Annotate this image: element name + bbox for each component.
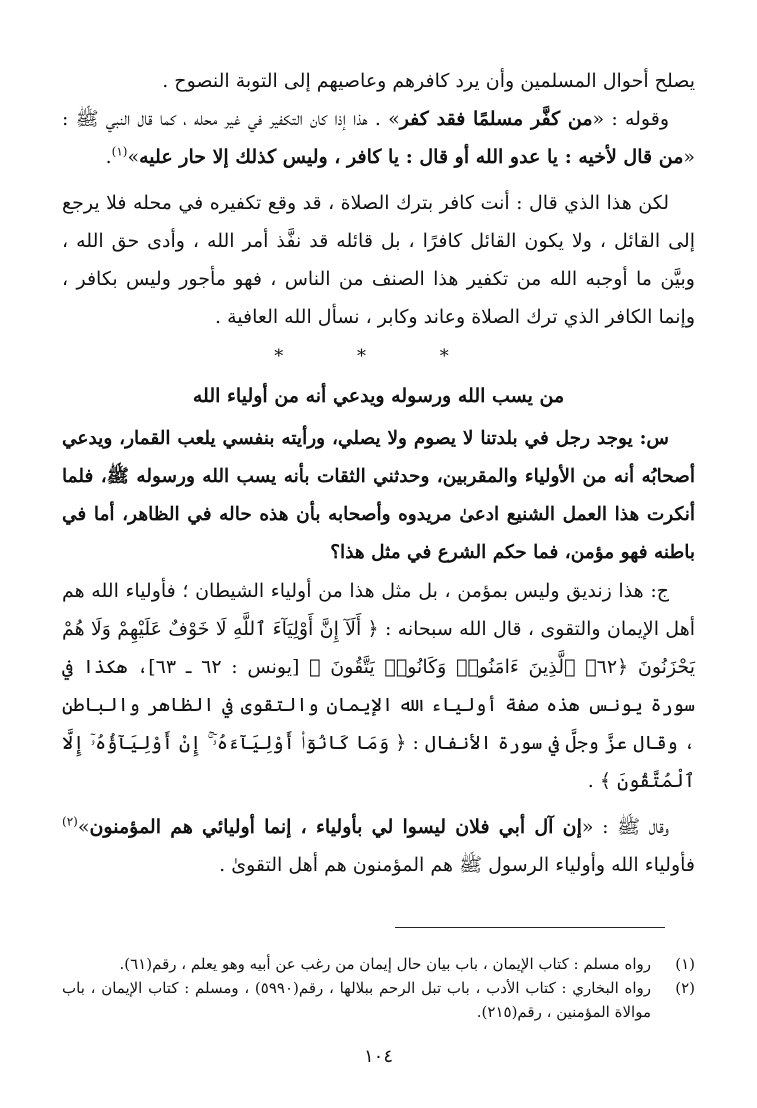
- footnote-item: [62, 976, 695, 1024]
- text-segment: .: [105, 146, 112, 168]
- text-segment: فأولياء الله وأولياء الرسول ﷺ هم المؤمنون هم أهل التقوىٰ .: [219, 854, 695, 876]
- question-paragraph: س: يوجد رجل في بلدتنا لا يصوم ولا يصلي، ورأيته بنفسي يلعب القمار، ويدعي أصحابُه أنه من الأولياء والمقربين، وحدثني الثقات بأنه يسب الله ورسوله ﷺ، فلما أنكرت هذا العمل الشنيع ادعىٰ مريدوه وأصحابه بأن هذه حاله في الظاهر، أما في باطنه فهو مؤمن، فما حكم الشرع في مثل هذا؟: [62, 428, 695, 563]
- text-segment: »: [127, 146, 140, 168]
- paragraph-awliya: [62, 808, 695, 884]
- footnote-text: رواه البخاري : كتاب الأدب ، باب تبل الرحم ببلالها ، رقم(٥٩٩٠) ، ومسلم : كتاب الإيمان ، باب موالاة المؤمنين ، رقم(٢١٥).: [62, 979, 652, 1021]
- hadith-quote: إن آل أبي فلان ليسوا لي بأولياء ، إنما أوليائي هم المؤمنون: [89, 816, 582, 838]
- paragraph-intro: يصلح أحوال المسلمين وأن يرد كافرهم وعاصيهم إلى التوبة النصوح .: [162, 70, 695, 92]
- footnote-item: [62, 952, 695, 976]
- footnote-ref-1: (١): [111, 144, 128, 159]
- text-segment: »: [77, 816, 90, 838]
- text-segment: هكذا في سورة يونس هذه صفة أولياء الله الإيمان والتقوى في الظاهر والباطن ، وقال عزَّ وجلَّ في سورة الأنفال :: [62, 656, 695, 754]
- quran-verse: ﴿ وَمَا كَانُوٓا۟ أَوْلِيَآءَهُۥٓ ۚ إِنْ أَوْلِيَآؤُهُۥٓ إِلَّا ٱلْمُتَّقُونَ ﴾: [62, 732, 695, 792]
- text-segment: » . هذا إذا كان التكفير في غير محله ، كما قال النبي ﷺ : «: [62, 108, 695, 168]
- text-segment: ج: هذا زنديق وليس بمؤمن ، بل مثل هذا من أولياء الشيطان ؛ فأولياء الله هم أهل الإيمان والتقوى ، قال الله سبحانه :: [62, 580, 695, 640]
- footnotes: [62, 952, 695, 1024]
- hadith-quote: من قال لأخيه : يا عدو الله أو قال : يا كافر ، وليس كذلك إلا حار عليه: [139, 146, 684, 168]
- footnote-text: رواه مسلم : كتاب الإيمان ، باب بيان حال إيمان من رغب عن أبيه وهو يعلم ، رقم(٦١).: [119, 955, 651, 973]
- text-segment: وقال ﷺ : «: [581, 816, 669, 838]
- text-segment: وقوله : «: [592, 108, 669, 130]
- footnote-separator: [395, 927, 665, 928]
- page-number: ١٠٤: [363, 1046, 393, 1067]
- paragraph-takfir: [62, 100, 695, 176]
- section-divider-stars: * * *: [274, 346, 483, 367]
- footnote-number: (٢): [675, 979, 695, 997]
- verse-reference: [يونس : ٦٢ ـ ٦٣]،: [137, 656, 310, 678]
- quran-verse: ﴿ أَلَآ إِنَّ أَوْلِيَآءَ ٱللَّهِ لَا خَوْفٌ عَلَيْهِمْ وَلَا هُمْ يَحْزَنُونَ ﴿٦٢﴾ ٱلَّذِينَ ءَامَنُوا۟ وَكَانُوا۟ يَتَّقُونَ ﴾: [62, 618, 695, 678]
- section-heading: من يسب الله ورسوله ويدعي أنه من أولياء الله: [192, 385, 565, 407]
- footnote-ref-2: (٢): [62, 814, 78, 829]
- footnote-number: (١): [675, 955, 695, 973]
- hadith-quote: من كفَّر مسلمًا فقد كفر: [399, 108, 593, 130]
- answer-paragraph: [62, 572, 695, 800]
- text-segment: .: [587, 770, 600, 792]
- paragraph-explanation: لكن هذا الذي قال : أنت كافر بترك الصلاة ، قد وقع تكفيره في محله فلا يرجع إلى القائل ، ولا يكون القائل كافرًا ، بل قائله قد نفَّذ أمر الله ، وأدى حق الله ، وبيَّن ما أوجبه الله من تكفير هذا الصنف من الناس ، فهو مأجور وليس بكافر ، وإنما الكافر الذي ترك الصلاة وعاند وكابر ، نسأل الله العافية .: [62, 192, 695, 328]
